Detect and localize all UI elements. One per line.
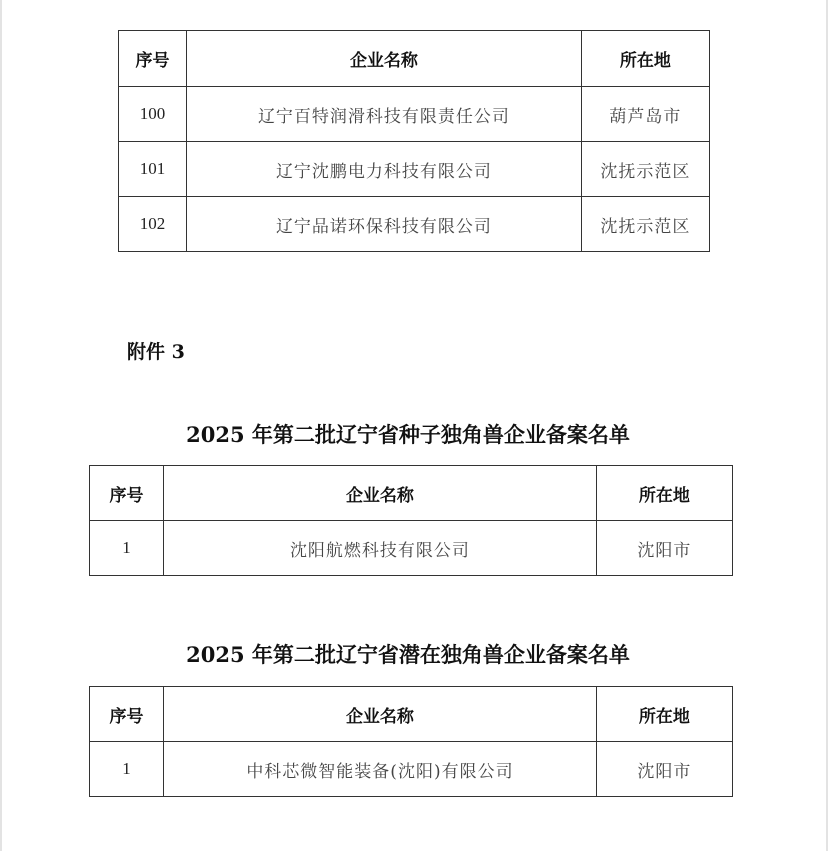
table-row <box>119 197 710 252</box>
row-seq: 1 <box>90 521 164 576</box>
header-seq: 序号 <box>90 466 164 521</box>
header-name: 企业名称 <box>164 466 597 521</box>
potential-unicorn-title: 2025 年第二批辽宁省潜在独角兽企业备案名单 <box>186 642 630 667</box>
row-location: 沈抚示范区 <box>581 142 709 197</box>
table-row <box>90 521 733 576</box>
table-row <box>119 87 710 142</box>
row-seq: 100 <box>119 87 187 142</box>
enterprise-table-continued <box>118 30 710 252</box>
seed-unicorn-title: 2025 年第二批辽宁省种子独角兽企业备案名单 <box>186 422 630 447</box>
header-seq: 序号 <box>119 31 187 87</box>
header-location: 所在地 <box>596 466 732 521</box>
row-location: 葫芦岛市 <box>581 87 709 142</box>
header-name: 企业名称 <box>164 687 597 742</box>
row-location: 沈抚示范区 <box>581 197 709 252</box>
table-header-row <box>90 687 733 742</box>
row-seq: 1 <box>90 742 164 797</box>
row-location: 沈阳市 <box>596 521 732 576</box>
row-company-name: 辽宁百特润滑科技有限责任公司 <box>187 87 582 142</box>
row-seq: 102 <box>119 197 187 252</box>
table-header-row <box>119 31 710 87</box>
table-row <box>119 142 710 197</box>
row-company-name: 中科芯微智能装备(沈阳)有限公司 <box>164 742 597 797</box>
header-location: 所在地 <box>596 687 732 742</box>
row-location: 沈阳市 <box>596 742 732 797</box>
seed-unicorn-table <box>89 465 733 576</box>
header-location: 所在地 <box>581 31 709 87</box>
attachment-label: 附件 3 <box>127 341 185 363</box>
header-seq: 序号 <box>90 687 164 742</box>
header-name: 企业名称 <box>187 31 582 87</box>
table-header-row <box>90 466 733 521</box>
table-row <box>90 742 733 797</box>
row-company-name: 辽宁沈鹏电力科技有限公司 <box>187 142 582 197</box>
row-company-name: 沈阳航燃科技有限公司 <box>164 521 597 576</box>
potential-unicorn-table <box>89 686 733 797</box>
row-seq: 101 <box>119 142 187 197</box>
row-company-name: 辽宁品诺环保科技有限公司 <box>187 197 582 252</box>
